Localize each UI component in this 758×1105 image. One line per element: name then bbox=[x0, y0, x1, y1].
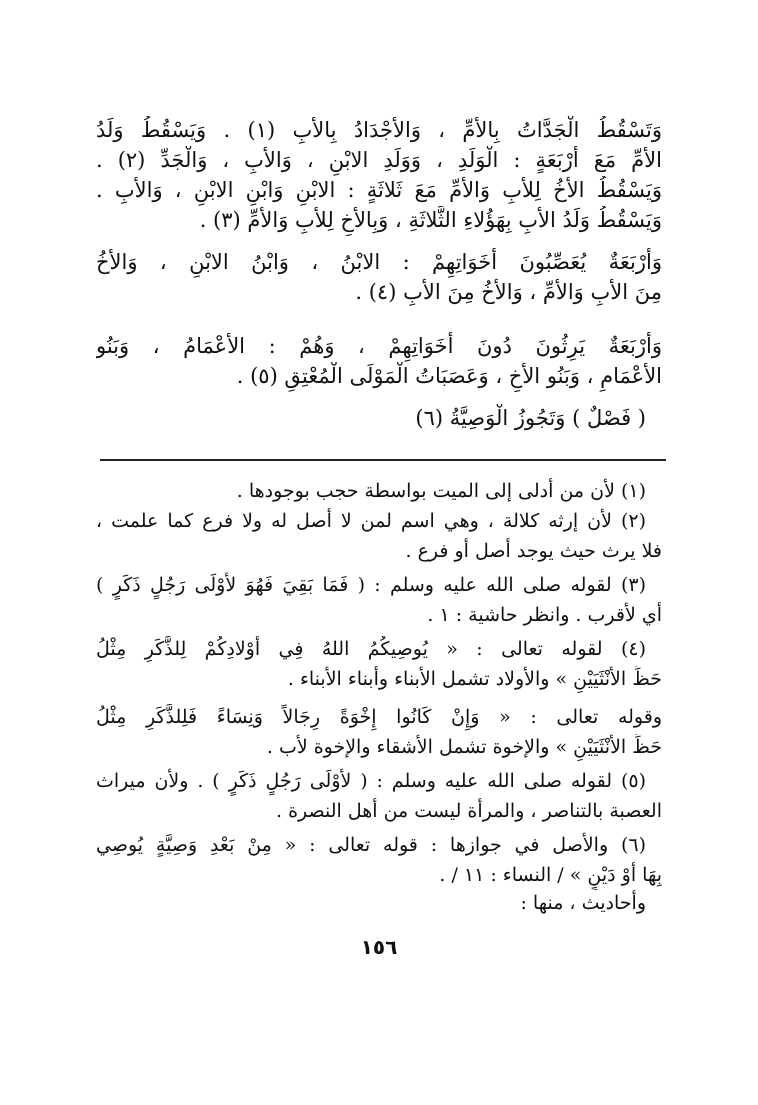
main-text-line-5: وَأَرْبَعَةٌ يُعَصِّبُونَ أَخَوَاتِهِمْ : الابْنُ ، وَابْنُ الابْنِ ، وَالأَخُ bbox=[96, 250, 662, 274]
footnote-4-line-1: (٤) لقوله تعالى : « يُوصِيكُمُ اللهُ فِي أَوْلادِكُمْ لِلذَّكَرِ مِثْلُ bbox=[96, 638, 646, 660]
footnote-4-line-2: حَظِّ الأُنْثَيَيْنِ » والأولاد تشمل الأبناء وأبناء الأبناء . bbox=[287, 668, 662, 690]
page-number: ١٥٦ bbox=[360, 935, 398, 959]
footnote-4-line-4: حَظِّ الأُنْثَيَيْنِ » والإخوة تشمل الأشقاء والإخوة لأب . bbox=[266, 736, 662, 758]
footnote-3-line-2: أي لأقرب . وانظر حاشية : ١ . bbox=[427, 604, 662, 626]
footnote-6-line-3: وأحاديث ، منها : bbox=[520, 892, 646, 914]
main-text-line-7: وَأَرْبَعَةٌ يَرِثُونَ دُونَ أَخَوَاتِهِمْ ، وَهُمْ : الأَعْمَامُ ، وَبَنُو bbox=[96, 334, 662, 358]
main-text-line-1: وَتَسْقُطُ الْجَدَّاتُ بِالأُمِّ ، وَالأَجْدَادُ بِالأَبِ (١) . وَيَسْقُطُ وَلَدُ bbox=[96, 118, 662, 142]
footnote-3-line-1: (٣) لقوله صلى الله عليه وسلم : ( فَمَا بَقِيَ فَهُوَ لأَوْلَى رَجُلٍ ذَكَرٍ ) bbox=[96, 574, 646, 596]
main-text-line-3: وَيَسْقُطُ الأَخُ لِلأَبِ وَالأُمِّ مَعَ ثَلاثَةٍ : الابْنِ وَابْنِ الابْنِ ، وَالأَبِ . bbox=[96, 178, 662, 202]
footnote-5-line-2: العصبة بالتناصر ، والمرأة ليست من أهل النصرة . bbox=[276, 800, 662, 822]
footnote-separator bbox=[100, 459, 666, 461]
footnote-4-line-3: وقوله تعالى : « وَإِنْ كَانُوا إِخْوَةً رِجَالاً وَنِسَاءً فَلِلذَّكَرِ مِثْلُ bbox=[96, 706, 662, 728]
main-text-line-4: وَيَسْقُطُ وَلَدُ الأَبِ بِهَؤُلاءِ الثَّلاثَةِ ، وَبِالأَخِ لِلأَبِ وَالأُمِّ (٣) . bbox=[199, 208, 662, 232]
footnote-1: (١) لأن من أدلى إلى الميت بواسطة حجب بوجودها . bbox=[236, 480, 646, 502]
footnote-6-line-1: (٦) والأصل في جوازها : قوله تعالى : « مِنْ بَعْدِ وَصِيَّةٍ يُوصِي bbox=[96, 834, 646, 856]
main-text-line-2: الأُمِّ مَعَ أَرْبَعَةٍ : الْوَلَدِ ، وَوَلَدِ الابْنِ ، وَالأَبِ ، وَالْجَدِّ (٢) . bbox=[96, 148, 662, 172]
footnote-2-line-1: (٢) لأن إرثه كلالة ، وهي اسم لمن لا أصل له ولا فرع كما علمت ، bbox=[96, 510, 646, 532]
footnote-2-line-2: فلا يرث حيث يوجد أصل أو فرع . bbox=[405, 540, 662, 562]
section-heading-line: ( فَصْلٌ ) وَتَجُوزُ الْوَصِيَّةُ (٦) bbox=[415, 406, 646, 430]
footnote-6-line-2: بِهَا أَوْ دَيْنٍ » / النساء : ١١ / . bbox=[439, 864, 662, 886]
main-text-line-8: الأَعْمَامِ ، وَبَنُو الأَخِ ، وَعَصَبَاتُ الْمَوْلَى الْمُعْتِقِ (٥) . bbox=[236, 364, 662, 388]
main-text-line-6: مِنَ الأَبِ وَالأُمِّ ، وَالأَخُ مِنَ الأَبِ (٤) . bbox=[355, 280, 662, 304]
footnote-5-line-1: (٥) لقوله صلى الله عليه وسلم : ( لأَوْلَى رَجُلٍ ذَكَرٍ ) . ولأن ميراث bbox=[96, 770, 646, 792]
